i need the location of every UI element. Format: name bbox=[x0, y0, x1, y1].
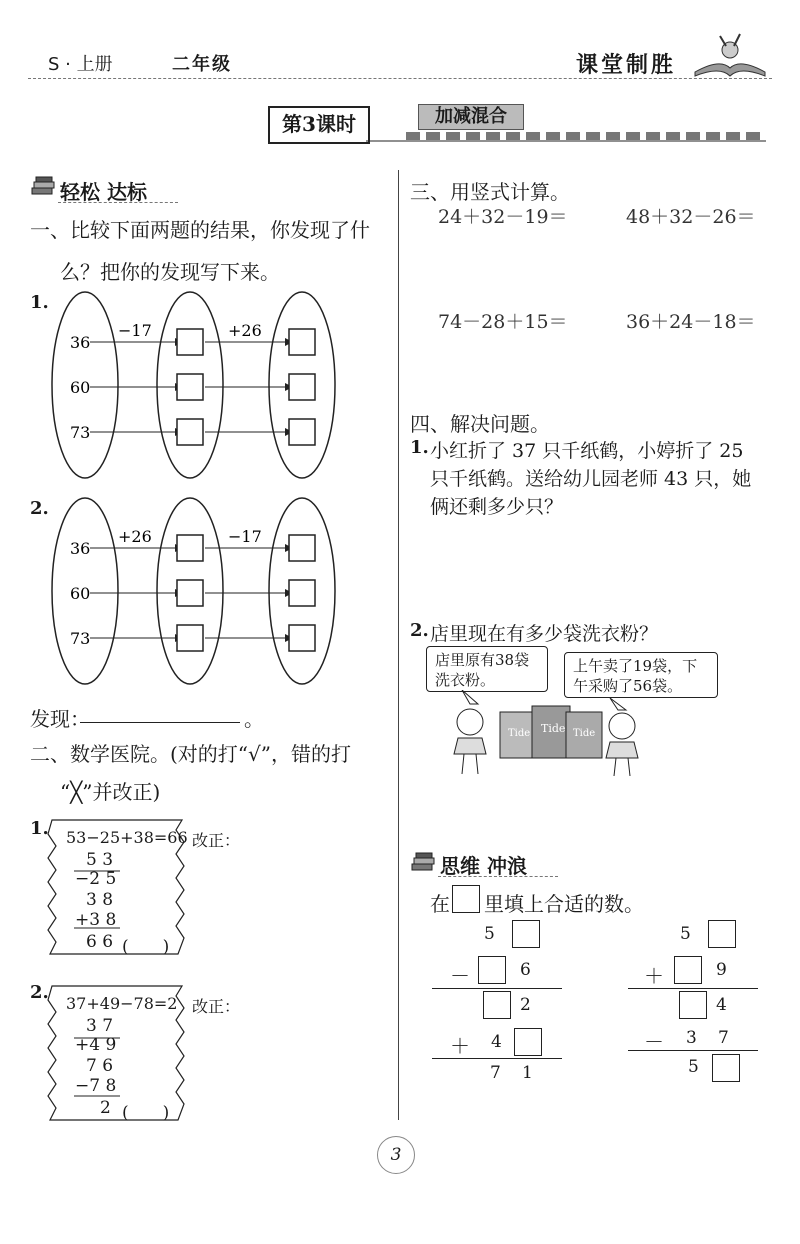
p2q1-row-1: 5 3 bbox=[86, 850, 114, 870]
rp-r4-op: － bbox=[644, 1030, 664, 1054]
p2q2-row-1: 3 7 bbox=[86, 1016, 114, 1036]
bubble2-line1: 上午卖了19袋，下 bbox=[573, 657, 698, 675]
part1-title-line1: 一、比较下面两题的结果，你发现了什 bbox=[30, 218, 370, 242]
p2q1-correct-label: 改正： bbox=[192, 831, 241, 850]
p2q1-row-5: 6 6 bbox=[86, 932, 114, 952]
lp-r1: 5 bbox=[484, 924, 495, 944]
lp-box-2[interactable] bbox=[478, 956, 506, 984]
p2q1-judgement[interactable]: ( ) bbox=[122, 937, 170, 957]
part2-q1-num: 1. bbox=[30, 818, 49, 839]
section-easy-underline bbox=[58, 202, 178, 203]
book-logo-icon bbox=[690, 28, 770, 78]
bag-label-3: Tide bbox=[573, 728, 596, 739]
part4-q2-num: 2. bbox=[410, 620, 429, 641]
part4-q1-line1: 小红折了 37 只千纸鹤，小婷折了 25 bbox=[430, 440, 744, 462]
lp-r5a: 7 bbox=[490, 1063, 501, 1083]
mapping-diagram-2 bbox=[40, 494, 390, 694]
detergent-bag-icon bbox=[500, 706, 602, 758]
p2q2-row-2: +4 9 bbox=[75, 1035, 117, 1055]
p2q1-row-4: +3 8 bbox=[75, 910, 117, 930]
mapping-diagram-1 bbox=[40, 288, 390, 488]
finding-label: 发现： bbox=[30, 707, 90, 731]
d1-value-1: 36 bbox=[70, 333, 91, 352]
lp-line-1 bbox=[432, 988, 562, 989]
page-number: 3 bbox=[377, 1136, 415, 1174]
fill-instr-pre: 在 bbox=[430, 892, 450, 916]
rp-box-1[interactable] bbox=[708, 920, 736, 948]
part2-title-line1: 二、数学医院。(对的打“√”，错的打 bbox=[30, 742, 351, 766]
d2-op1: +26 bbox=[118, 527, 152, 546]
p2q2-row-5: 2 bbox=[100, 1098, 111, 1118]
part1-q2-num: 2. bbox=[30, 498, 49, 519]
section-think-title: 思维 冲浪 bbox=[440, 854, 527, 878]
rp-r2: 9 bbox=[716, 960, 727, 980]
section-easy-title: 轻松 达标 bbox=[60, 180, 147, 204]
header-divider bbox=[28, 78, 772, 79]
lesson-topic: 加减混合 bbox=[418, 104, 524, 130]
book-stack-icon-2 bbox=[410, 852, 436, 874]
girl-left-icon bbox=[454, 709, 486, 774]
rp-r1: 5 bbox=[680, 924, 691, 944]
part4-q2-text: 店里现在有多少袋洗衣粉？ bbox=[430, 623, 659, 645]
bubble1-line1: 店里原有38袋 bbox=[435, 651, 530, 669]
rp-r5: 5 bbox=[688, 1057, 699, 1077]
part1-q1-num: 1. bbox=[30, 292, 49, 313]
lp-box-3[interactable] bbox=[483, 991, 511, 1019]
shop-illustration bbox=[440, 690, 650, 780]
lp-r4-op: ＋ bbox=[450, 1034, 470, 1058]
d1-op2: +26 bbox=[228, 321, 262, 340]
calc-expr-1: 24＋32－19＝ bbox=[438, 206, 568, 228]
brand-title: 课堂制胜 bbox=[576, 53, 677, 78]
part2-q2-num: 2. bbox=[30, 982, 49, 1003]
fill-instr-post: 里填上合适的数。 bbox=[484, 892, 644, 916]
p2q1-row-3: 3 8 bbox=[86, 890, 114, 910]
rp-r2-op: ＋ bbox=[644, 964, 664, 988]
column-divider bbox=[398, 170, 399, 1120]
finding-end: 。 bbox=[244, 707, 264, 731]
part4-q1-line3: 俩还剩多少只？ bbox=[430, 496, 564, 518]
d2-value-1: 36 bbox=[70, 539, 91, 558]
rp-line-2 bbox=[628, 1050, 758, 1051]
p2q2-expression: 37+49−78=2 bbox=[66, 994, 178, 1013]
example-box bbox=[452, 885, 480, 913]
bag-label-2: Tide bbox=[541, 722, 566, 735]
part4-q1-line2: 只千纸鹤。送给幼儿园老师 43 只，她 bbox=[430, 468, 752, 490]
rp-line-1 bbox=[628, 988, 758, 989]
finding-answer-line[interactable] bbox=[80, 722, 240, 723]
d2-value-2: 60 bbox=[70, 584, 91, 603]
calc-expr-4: 36＋24－18＝ bbox=[626, 311, 756, 333]
banner-stripes bbox=[366, 130, 766, 144]
lp-r3: 2 bbox=[520, 995, 531, 1015]
lp-line-2 bbox=[432, 1058, 562, 1059]
part4-title: 四、解决问题。 bbox=[410, 412, 550, 436]
bag-label-1: Tide bbox=[508, 728, 531, 739]
calc-expr-3: 74－28＋15＝ bbox=[438, 311, 568, 333]
p2q2-correct-label: 改正： bbox=[192, 997, 241, 1016]
lp-r2: 6 bbox=[520, 960, 531, 980]
speech-bubble-1 bbox=[426, 646, 548, 692]
rp-r4a: 3 bbox=[686, 1028, 697, 1048]
lp-r2-op: － bbox=[450, 964, 470, 988]
part4-q1-num: 1. bbox=[410, 437, 429, 458]
lp-r4: 4 bbox=[491, 1032, 502, 1052]
part2-title-line2: “╳”并改正) bbox=[60, 780, 161, 804]
lp-r5b: 1 bbox=[522, 1063, 533, 1083]
part3-title: 三、用竖式计算。 bbox=[410, 180, 570, 204]
section-think-underline bbox=[438, 876, 558, 877]
rp-r3: 4 bbox=[716, 995, 727, 1015]
part1-title-line2: 么？把你的发现写下来。 bbox=[60, 260, 280, 284]
d2-value-3: 73 bbox=[70, 629, 91, 648]
edition-label: S · 上册 bbox=[48, 54, 113, 75]
lesson-label: 第3课时 bbox=[268, 106, 370, 144]
d2-op2: −17 bbox=[228, 527, 262, 546]
bubble1-line2: 洗衣粉。 bbox=[435, 671, 496, 689]
rp-box-4[interactable] bbox=[712, 1054, 740, 1082]
p2q2-row-4: −7 8 bbox=[75, 1076, 117, 1096]
lp-box-1[interactable] bbox=[512, 920, 540, 948]
rp-box-2[interactable] bbox=[674, 956, 702, 984]
grade-label: 二年级 bbox=[172, 54, 232, 75]
d1-value-2: 60 bbox=[70, 378, 91, 397]
bubble2-line2: 午采购了56袋。 bbox=[573, 677, 683, 695]
book-stack-icon bbox=[30, 176, 56, 198]
lp-box-4[interactable] bbox=[514, 1028, 542, 1056]
p2q2-judgement[interactable]: ( ) bbox=[122, 1103, 170, 1123]
p2q1-row-2: −2 5 bbox=[75, 869, 117, 889]
p2q2-row-3: 7 6 bbox=[86, 1056, 114, 1076]
d1-value-3: 73 bbox=[70, 423, 91, 442]
girl-right-icon bbox=[606, 713, 638, 776]
calc-expr-2: 48＋32－26＝ bbox=[626, 206, 756, 228]
rp-box-3[interactable] bbox=[679, 991, 707, 1019]
d1-op1: −17 bbox=[118, 321, 152, 340]
p2q1-expression: 53−25+38=66 bbox=[66, 828, 188, 847]
rp-r4b: 7 bbox=[718, 1028, 729, 1048]
